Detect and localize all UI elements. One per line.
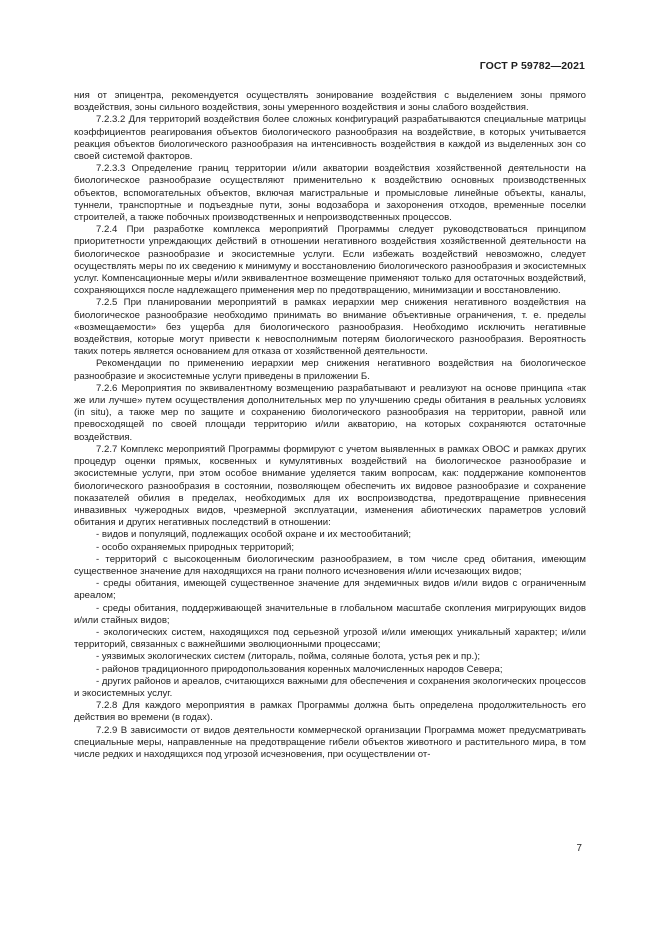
- paragraph: 7.2.6 Мероприятия по эквивалентному возмещению разрабатывают и реализуют на основе принципа «так же или лучше» путем осуществления дополнительных мер по улучшению среды обитания в реальных условиях (in situ), а также мер по защите и сохранению биологического разнообразия на территории, равной или превосходящей по своей площади территорию и/или акваторию, на которых сохраняются остаточные воздействия.: [74, 382, 586, 443]
- paragraph: 7.2.3.2 Для территорий воздействия более сложных конфигураций разрабатываются специальные матрицы коэффициентов реагирования объектов биологического разнообразия на воздействие, в которых учитывается реакция объектов биологического разнообразия на интенсивность воздействия в каждой из выделенных зон со своей системой факторов.: [74, 114, 586, 163]
- paragraph: - районов традиционного природопользования коренных малочисленных народов Севера;: [96, 663, 503, 675]
- paragraph: 7.2.8 Для каждого мероприятия в рамках Программы должна быть определена продолжительность его действия во времени (в годах).: [74, 700, 586, 724]
- paragraph: 7.2.7 Комплекс мероприятий Программы формируют с учетом выявленных в рамках ОВОС и рамках других процедур оценки прямых, косвенных и кумулятивных воздействий на биологическое разнообразие и экосистемные услуги, при этом особое внимание уделяется таким вопросам, как: поддержание компонентов биологического разнообразия в состоянии, позволяющем обеспечить их видовое разнообразие и сохранение показателей обилия в пределах, необходимых для их воспроизводства, предотвращение привнесения инвазивных чужеродных видов, чрезмерной эксплуатации, изменения абиотических параметров условий обитания и других негативных последствий в отношении:: [74, 443, 586, 529]
- paragraph: - среды обитания, имеющей существенное значение для эндемичных видов и/или видов с ограниченным ареалом;: [74, 578, 586, 602]
- page-number: 7: [576, 843, 582, 854]
- paragraph: 7.2.3.3 Определение границ территории и/или акватории воздействия хозяйственной деятельности на биологическое разнообразие осуществляют применительно к воздействию основных производственных объектов, вспомогательных объектов, включая магистральные и промысловые линейные объекты, каналы, туннели, транспортные и подъездные пути, зоны водозабора и захоронения отходов, временные поселки строителей, а также побочных производственных и непроизводственных процессов.: [74, 163, 586, 224]
- paragraph: - других районов и ареалов, считающихся важными для обеспечения и сохранения экологических процессов и экосистемных услуг.: [74, 675, 586, 699]
- paragraph: 7.2.4 При разработке комплекса мероприятий Программы следует руководствоваться принципом приоритетности упреждающих действий в отношении негативного воздействия хозяйственной деятельности на биологическое разнообразие и экосистемные услуги. Если избежать воздействий невозможно, следует осуществлять меры по их сведению к минимуму и восстановлению биологического разнообразия и экосистемных услуг. Компенсационные меры и/или эквивалентное возмещение применяют только для остаточных воздействий, сохраняющихся после надлежащего применения мер по предотвращению, минимизации и восстановлению.: [74, 224, 586, 297]
- paragraph: - территорий с высокоценным биологическим разнообразием, в том числе сред обитания, имеющим существенное значение для находящихся на грани полного исчезновения и/или исчезающих видов;: [74, 553, 586, 577]
- paragraph: Рекомендации по применению иерархии мер снижения негативного воздействия на биологическое разнообразие и экосистемные услуги приведены в приложении Б.: [74, 358, 586, 382]
- paragraph: - особо охраняемых природных территорий;: [96, 541, 295, 553]
- paragraph: 7.2.5 При планировании мероприятий в рамках иерархии мер снижения негативного воздействия на биологическое разнообразие необходимо принимать во внимание объективные ограничения, т. е. пределы «возмещаемости» без ущерба для биологического разнообразия. Необходимо исключить негативные воздействия, которые могут привести к невосполнимым потерям биологического разнообразия. Вероятность таких потерь является основанием для отказа от хозяйственной деятельности.: [74, 297, 586, 358]
- paragraph: ния от эпицентра, рекомендуется осуществлять зонирование воздействия с выделением зоны прямого воздействия, зоны сильного воздействия, зоны умеренного воздействия и зоны слабого воздействия.: [74, 90, 586, 114]
- standard-designation: ГОСТ Р 59782—2021: [479, 60, 585, 72]
- paragraph: - экологических систем, находящихся под серьезной угрозой и/или имеющих уникальный характер; и/или территорий, связанных с важнейшими эволюционными процессами;: [74, 626, 586, 651]
- document-body: [74, 90, 586, 761]
- paragraph: - видов и популяций, подлежащих особой охране и их местообитаний;: [96, 529, 412, 541]
- paragraph: - уязвимых экологических систем (литораль, пойма, соляные болота, устья рек и пр.);: [96, 651, 481, 663]
- paragraph: - среды обитания, поддерживающей значительные в глобальном масштабе скопления мигрирующих видов и/или стайных видов;: [74, 602, 586, 626]
- paragraph: 7.2.9 В зависимости от видов деятельности коммерческой организации Программа может предусматривать специальные меры, направленные на предотвращение гибели объектов животного и растительного мира, в том числе редких и находящихся под угрозой исчезновения, при осуществлении от-: [74, 724, 586, 760]
